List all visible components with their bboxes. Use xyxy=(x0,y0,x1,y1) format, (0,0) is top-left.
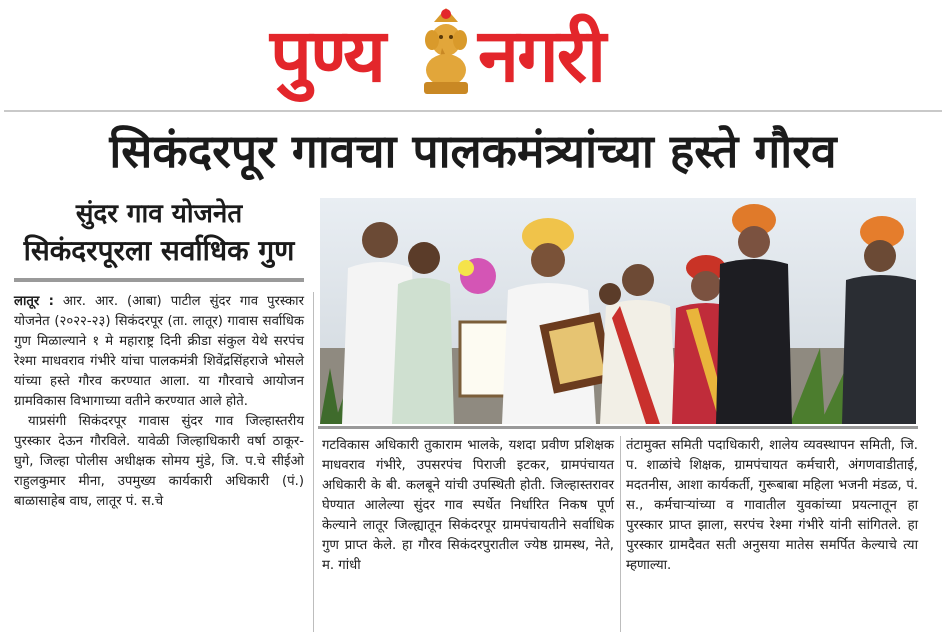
article-paragraph-1 xyxy=(14,292,304,412)
subheadline xyxy=(14,196,304,270)
article-column-3 xyxy=(626,436,918,576)
photo-bottom-rule xyxy=(318,426,918,429)
masthead xyxy=(0,0,946,110)
dateline: लातूर : xyxy=(14,294,54,309)
column-divider xyxy=(313,292,314,632)
subhead-rule xyxy=(14,278,304,282)
ganesha-icon xyxy=(414,4,478,100)
article-column-2 xyxy=(322,436,614,576)
award-ceremony-photo xyxy=(320,198,916,424)
masthead-title-part1: पुण्य xyxy=(270,13,385,99)
article-column-3-text: तंटामुक्त समिती पदाधिकारी, शालेय व्यवस्थापन समिती, जि. प. शाळांचे शिक्षक, ग्रामपंचायत कर्मचारी, अंगणवाडीताई, मदतनीस, आशा कार्यकर्ती, गुरूबाबा महिला भजनी मंडळ, पं. स., कर्मचाऱ्यांच्या व गावातील युवकांच्या प्रयत्नातून हा पुरस्कार प्राप्त झाला, सरपंच रेश्मा गंभीरे यांनी सांगितले. हा पुरस्कार ग्रामदैवत सती अनुसया मातेस समर्पित केल्याचे त्या म्हणाल्या. xyxy=(626,438,918,573)
article-paragraph-1-text: आर. आर. (आबा) पाटील सुंदर गाव पुरस्कार योजनेत (२०२२-२३) सिकंदरपूर (ता. लातूर) गावास सर्वाधिक गुण मिळाल्याने १ मे महाराष्ट्र दिनी क्रीडा संकुल येथे सरपंच रेश्मा माधवराव गंभीरे यांचा पालकमंत्री शिवेंद्रसिंहराजे भोसले यांच्या हस्ते गौरव करण्यात आला. या गौरवाचे आयोजन ग्रामविकास विभागाच्या वतीने करण्यात आले होते. xyxy=(14,294,304,409)
article-column-1 xyxy=(14,292,304,512)
subheadline-line1: सुंदर गाव योजनेत xyxy=(75,199,243,229)
subheadline-line2: सिकंदरपूरला सर्वाधिक गुण xyxy=(23,234,295,267)
article-paragraph-2: याप्रसंगी सिकंदरपूर गावास सुंदर गाव जिल्हास्तरीय पुरस्कार देऊन गौरविले. यावेळी जिल्हाधिकारी वर्षा ठाकूर-घुगे, जिल्हा पोलीस अधीक्षक सोमय मुंडे, जि. प.चे सीईओ राहुलकुमार मीना, उपमुख्य कार्यकारी अधिकारी (पं.) बाळासाहेब वाघ, लातूर पं. स.चे xyxy=(14,414,304,509)
article-column-2-text: गटविकास अधिकारी तुकाराम भालके, यशदा प्रवीण प्रशिक्षक माधवराव गंभीरे, उपसरपंच पिराजी इटकर, ग्रामपंचायत अधिकारी के बी. कलबूने यांची उपस्थिती होती. जिल्हास्तरावर घेण्यात आलेल्या सुंदर गाव स्पर्धेत निर्धारित निकष पूर्ण केल्याने लातूर जिल्ह्यातून सिकंदरपूर ग्रामपंचायतीने सर्वाधिक गुण प्राप्त केले. हा गौरव सिकंदरपुरातील ज्येष्ठ ग्रामस्थ, नेते, म. गांधी xyxy=(322,438,614,573)
column-divider xyxy=(620,436,621,632)
headline: सिकंदरपूर गावचा पालकमंत्र्यांच्या हस्ते गौरव xyxy=(109,124,837,178)
masthead-title-part2: नगरी xyxy=(478,13,605,99)
